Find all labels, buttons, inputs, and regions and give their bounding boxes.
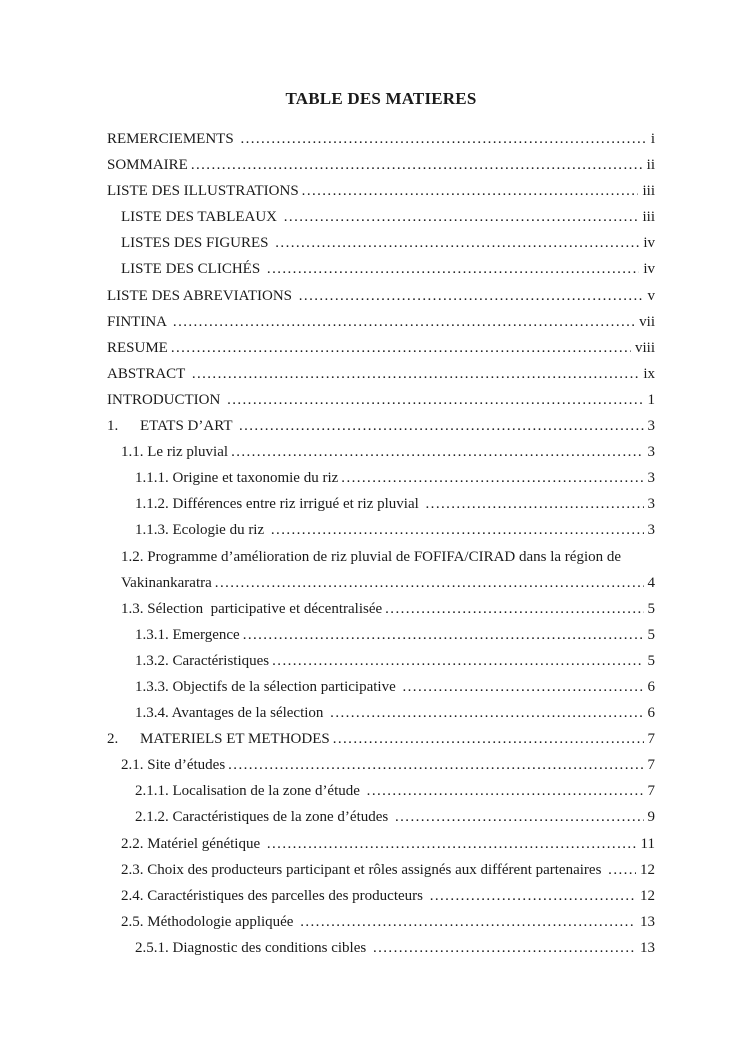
toc-entry [107, 778, 655, 804]
toc-leader-dots [171, 335, 631, 361]
toc-entry [107, 204, 655, 230]
toc-entry [107, 857, 655, 883]
toc-entry [107, 596, 655, 622]
toc-leader-dots [367, 778, 644, 804]
toc-entry-label: LISTES DES FIGURES [121, 235, 273, 252]
toc-leader-dots [228, 752, 643, 778]
toc-entry-label: RESUME [107, 339, 168, 356]
toc-entry-number: 1. [107, 418, 119, 435]
toc-entry [107, 178, 655, 204]
toc-entry-label: LISTE DES CLICHÉS [121, 261, 264, 278]
toc-leader-dots [403, 674, 644, 700]
toc-entry [107, 413, 655, 439]
toc-page-number: vii [639, 313, 655, 330]
toc-leader-dots [608, 857, 636, 883]
toc-page-number: 3 [647, 418, 655, 435]
toc-entry-continuation [121, 570, 655, 596]
toc-entry-label: 1.3.2. Caractéristiques [135, 652, 270, 669]
toc-entry-label: 2.2. Matériel génétique [121, 835, 264, 852]
toc-entry [107, 752, 655, 778]
toc-page-number: 13 [640, 913, 655, 930]
toc-entry-label: 2.1.1. Localisation de la zone d’étude [135, 783, 364, 800]
toc-entry-number: 2. [107, 731, 119, 748]
toc-content [107, 88, 655, 961]
toc-page-number: 7 [647, 731, 655, 748]
toc-page-number: 5 [647, 652, 655, 669]
toc-entry-label: LISTE DES ILLUSTRATIONS [107, 183, 299, 200]
toc-entry [107, 439, 655, 465]
toc-page-number: iv [643, 235, 655, 252]
toc-entry [107, 126, 655, 152]
toc-leader-dots [271, 517, 644, 543]
toc-page-number: 12 [640, 887, 655, 904]
toc-entry [107, 622, 655, 648]
toc-leader-dots [227, 387, 643, 413]
toc-entry-label: ABSTRACT [107, 365, 189, 382]
toc-entry-label: 2.1.2. Caractéristiques de la zone d’études [135, 809, 392, 826]
toc-leader-dots [191, 152, 643, 178]
toc-entry [107, 152, 655, 178]
toc-page-number: 3 [647, 444, 655, 461]
toc-entry-label: 1.1.3. Ecologie du riz [135, 522, 268, 539]
toc-leader-dots [430, 883, 636, 909]
toc-leader-dots [173, 309, 635, 335]
toc-leader-dots [330, 700, 643, 726]
toc-entry [107, 700, 655, 726]
toc-entry-label: 1.3.4. Avantages de la sélection [135, 705, 328, 722]
toc-entry [107, 517, 655, 543]
toc-leader-dots [341, 465, 643, 491]
toc-leader-dots [272, 648, 643, 674]
toc-leader-dots [373, 935, 636, 961]
toc-entry-label: REMERCIEMENTS [107, 131, 238, 147]
toc-entry [107, 256, 655, 282]
toc-leader-dots [284, 204, 639, 230]
toc-leader-dots [240, 126, 646, 152]
toc-entry [107, 726, 655, 752]
toc-page-number: 7 [647, 783, 655, 800]
toc-entry [107, 648, 655, 674]
toc-entry-label: LISTE DES TABLEAUX [121, 209, 281, 226]
toc-entry [107, 831, 655, 857]
toc-entry [107, 674, 655, 700]
toc-entry [107, 465, 655, 491]
toc-page-number: 4 [647, 574, 655, 591]
toc-leader-dots [299, 283, 644, 309]
toc-entry [107, 283, 655, 309]
toc-page-number: 7 [647, 757, 655, 774]
toc-leader-dots [267, 831, 637, 857]
toc-page-number: 11 [640, 835, 655, 852]
toc-page-number: 6 [647, 705, 655, 722]
toc-entry-label: 2.5.1. Diagnostic des conditions cibles [135, 939, 370, 956]
toc-page-number: 3 [647, 522, 655, 539]
toc-entry [107, 909, 655, 935]
toc-page-number: 6 [647, 678, 655, 695]
toc-entry-label: 2.1. Site d’études [121, 757, 226, 774]
toc-page-number: ix [643, 365, 655, 382]
toc-leader-dots [395, 804, 644, 830]
toc-entry [107, 804, 655, 830]
toc-page-number: v [647, 287, 655, 304]
toc-page-number: 5 [647, 600, 655, 617]
toc-page-number: iii [642, 209, 655, 226]
toc-entry-label: SOMMAIRE [107, 157, 188, 174]
toc-entry [107, 361, 655, 387]
toc-entry [107, 230, 655, 256]
toc-leader-dots [333, 726, 644, 752]
toc-leader-dots [215, 570, 644, 596]
toc-entry-label-line2: Vakinankaratra [121, 574, 212, 591]
toc-page-number: 5 [647, 626, 655, 643]
toc-leader-dots [426, 491, 644, 517]
toc-page-number: iii [642, 183, 655, 200]
toc-entry-label: 1.1. Le riz pluvial [121, 444, 229, 461]
toc-entry [107, 387, 655, 413]
toc-entry-label: 1.2. Programme d’amélioration de riz pluvial de FOFIFA/CIRAD dans la région de [121, 548, 622, 565]
toc-entry-label: 1.3.1. Emergence [135, 626, 240, 643]
toc-entry-label: LISTE DES ABREVIATIONS [107, 287, 296, 304]
toc-entry-label: 2.5. Méthodologie appliquée [121, 913, 298, 930]
toc-entry [107, 544, 655, 596]
toc-leader-dots [300, 909, 636, 935]
toc-entry [107, 309, 655, 335]
toc-entry-label: 1.3. Sélection participative et décentralisée [121, 600, 383, 617]
page-title: TABLE DES MATIERES [285, 89, 477, 108]
toc-page-number: 9 [647, 809, 655, 826]
toc-leader-dots [385, 596, 643, 622]
toc-entry-label: ETATS D’ART [140, 418, 236, 435]
toc-entry-label: 2.3. Choix des producteurs participant et rôles assignés aux différent partenaires [121, 861, 606, 878]
toc-leader-dots [192, 361, 640, 387]
toc-page-number: i [650, 131, 655, 147]
toc-leader-dots [243, 622, 644, 648]
toc-entry-label: 1.1.2. Différences entre riz irrigué et riz pluvial [135, 496, 423, 513]
toc-entry [107, 335, 655, 361]
toc-page-number: 12 [640, 861, 655, 878]
toc-entry-label: 1.3.3. Objectifs de la sélection participative [135, 678, 400, 695]
toc-leader-dots [231, 439, 643, 465]
toc-entry-label: 2.4. Caractéristiques des parcelles des producteurs [121, 887, 427, 904]
toc-entry [107, 883, 655, 909]
toc-page-number: ii [646, 157, 655, 174]
toc-page-number: 3 [647, 470, 655, 487]
toc-entries [107, 126, 655, 961]
toc-entry [107, 491, 655, 517]
toc-entry-label: FINTINA [107, 313, 170, 330]
toc-leader-dots [239, 413, 644, 439]
toc-page-number: 13 [640, 939, 655, 956]
toc-entry-label: MATERIELS ET METHODES [140, 731, 330, 748]
toc-entry-label: 1.1.1. Origine et taxonomie du riz [135, 470, 339, 487]
toc-entry [107, 935, 655, 961]
toc-leader-dots [302, 178, 639, 204]
toc-entry-label: INTRODUCTION [107, 391, 225, 408]
toc-leader-dots [267, 256, 639, 282]
toc-page-number: viii [634, 339, 655, 356]
toc-page-number: 1 [647, 391, 655, 408]
toc-page-number: iv [643, 261, 655, 278]
toc-page-number: 3 [647, 496, 655, 513]
toc-leader-dots [275, 230, 639, 256]
